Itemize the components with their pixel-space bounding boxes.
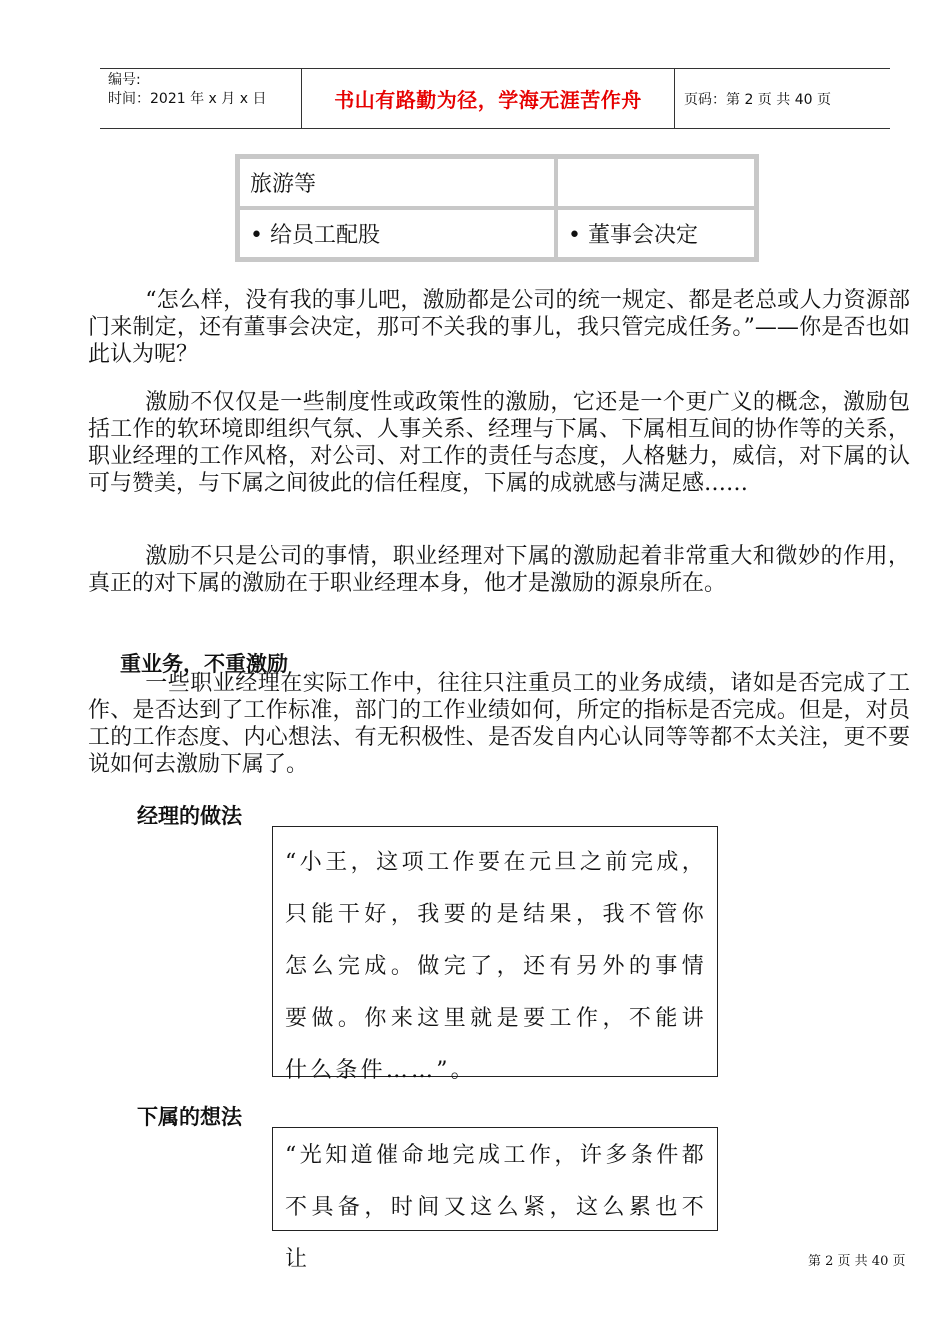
- serial-label: 编号:: [108, 72, 141, 88]
- section-heading: 重业务，不重激励: [120, 652, 288, 676]
- table-row: [238, 208, 756, 259]
- manager-approach-label: 经理的做法: [137, 804, 242, 828]
- table-cell: 旅游等: [238, 157, 556, 208]
- subordinate-quote-box: “光知道催命地完成工作，许多条件都不具备，时间又这么紧，这么累也不让: [272, 1127, 718, 1231]
- header-motto: 书山有路勤为径，学海无涯苦作舟: [334, 88, 642, 112]
- header-top-rule: [100, 68, 890, 69]
- continuation-table: [235, 154, 759, 262]
- paragraph-manager-role: 激励不只是公司的事情，职业经理对下属的激励起着非常重大和微妙的作用，真正的对下属的激励在于职业经理本身，他才是激励的源泉所在。: [88, 544, 910, 596]
- table-cell: • 给员工配股: [238, 208, 556, 259]
- header-divider-right: [674, 68, 675, 128]
- table-row: [238, 157, 756, 208]
- section-body: 一些职业经理在实际工作中，往往只注重员工的业务成绩，诸如是否完成了工作、是否达到了工作标准，部门的工作业绩如何，所定的指标是否完成。但是，对员工的工作态度、内心想法、有无积极性、是否发自内心认同等等都不太关注，更不要说如何去激励下属了。: [88, 671, 910, 777]
- header-meta: [108, 71, 266, 109]
- header-page-info: 页码：第 2 页 共 40 页: [684, 92, 831, 108]
- header-bottom-rule: [100, 128, 890, 129]
- footer-page-number: 第 2 页 共 40 页: [808, 1254, 906, 1269]
- paragraph-question: “怎么样，没有我的事儿吧，激励都是公司的统一规定、都是老总或人力资源部门来制定，还有董事会决定，那可不关我的事儿，我只管完成任务。”——你是否也如此认为呢？: [88, 288, 910, 367]
- table-cell: • 董事会决定: [556, 208, 756, 259]
- manager-quote-box: “小王，这项工作要在元旦之前完成，只能干好，我要的是结果，我不管你怎么完成。做完了，还有另外的事情要做。你来这里就是要工作，不能讲什么条件……”。: [272, 826, 718, 1077]
- paragraph-broad-concept: 激励不仅仅是一些制度性或政策性的激励，它还是一个更广义的概念，激励包括工作的软环境即组织气氛、人事关系、经理与下属、下属相互间的协作等的关系，职业经理的工作风格，对公司、对工作的责任与态度，人格魅力，威信，对下属的认可与赞美，与下属之间彼此的信任程度，下属的成就感与满足感……: [88, 390, 910, 496]
- subordinate-thoughts-label: 下属的想法: [137, 1105, 242, 1129]
- table-cell: [556, 157, 756, 208]
- time-label: 时间：2021 年 x 月 x 日: [108, 91, 267, 107]
